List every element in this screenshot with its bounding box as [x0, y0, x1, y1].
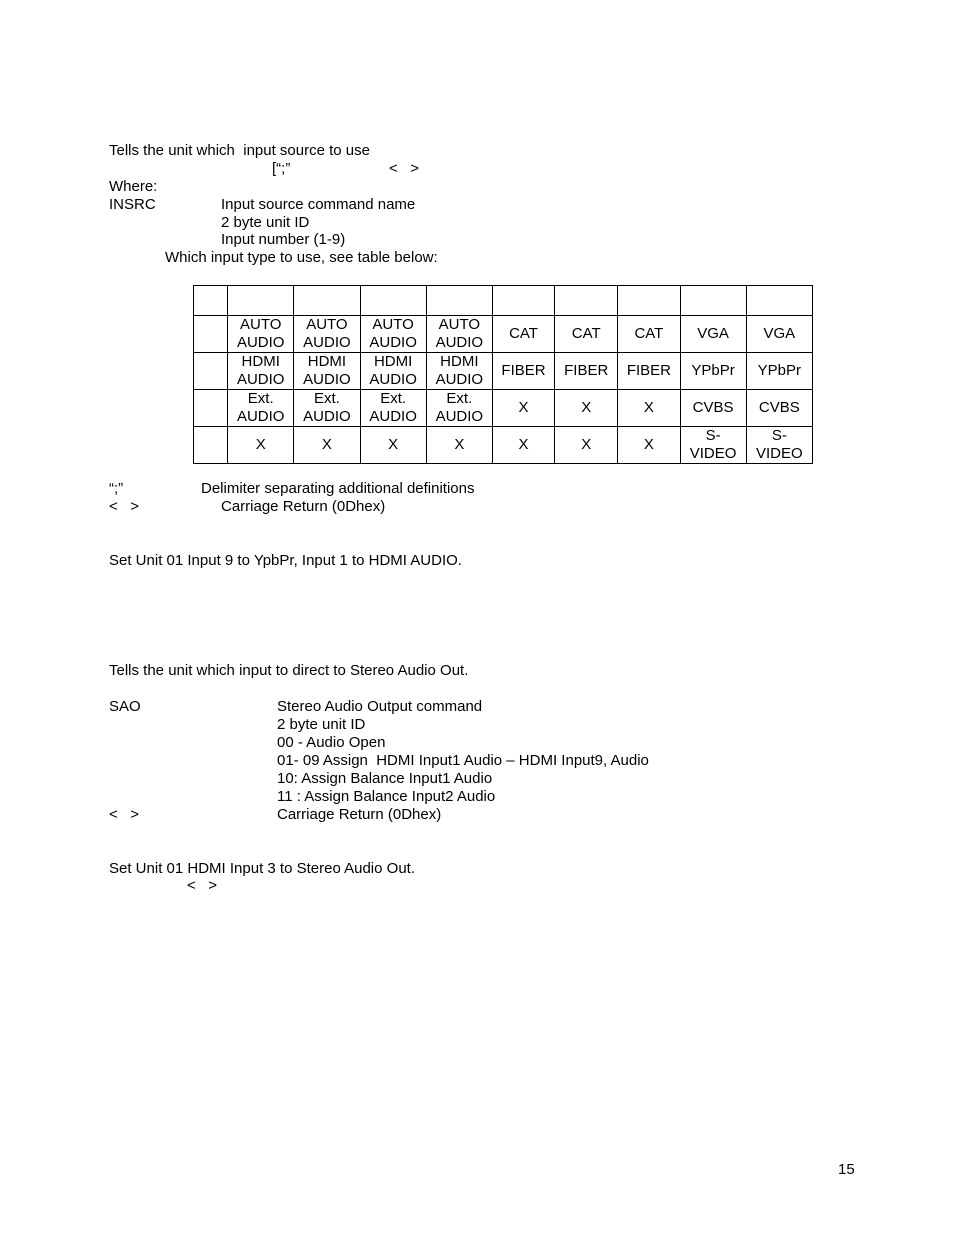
table-cell: YPbPr: [746, 353, 812, 390]
table-cell: HDMI AUDIO: [360, 353, 426, 390]
table-cell: X: [555, 390, 618, 427]
table-cell: CVBS: [680, 390, 746, 427]
where-label: Where:: [109, 178, 158, 195]
table-row: [194, 316, 813, 353]
table-cell: FIBER: [618, 353, 680, 390]
insrc-example: Set Unit 01 Input 9 to YpbPr, Input 1 to HDMI AUDIO.: [109, 552, 462, 569]
table-header-row: [194, 286, 813, 316]
table-cell: HDMI AUDIO: [228, 353, 294, 390]
table-row: [194, 427, 813, 464]
cr-desc: Carriage Return (0Dhex): [221, 498, 386, 515]
table-cell: [194, 316, 228, 353]
cr-symbol: < >: [109, 498, 140, 515]
table-cell: CVBS: [746, 390, 812, 427]
table-cell: X: [294, 427, 360, 464]
table-cell: AUTO AUDIO: [228, 316, 294, 353]
page-number: 15: [838, 1161, 855, 1178]
sao-description: Tells the unit which input to direct to Stereo Audio Out.: [109, 662, 469, 679]
table-cell: [618, 286, 680, 316]
param-desc: 2 byte unit ID: [221, 214, 310, 231]
param-desc: 01- 09 Assign HDMI Input1 Audio – HDMI Input9, Audio: [277, 752, 649, 769]
table-cell: [492, 286, 554, 316]
table-cell: AUTO AUDIO: [294, 316, 360, 353]
table-cell: HDMI AUDIO: [294, 353, 360, 390]
param-desc: 11 : Assign Balance Input2 Audio: [277, 788, 496, 805]
table-cell: S- VIDEO: [746, 427, 812, 464]
table-cell: [194, 286, 228, 316]
table-cell: [360, 286, 426, 316]
table-cell: YPbPr: [680, 353, 746, 390]
input-type-note: Which input type to use, see table below:: [165, 249, 438, 266]
table-cell: [194, 390, 228, 427]
param-name: SAO: [109, 698, 141, 715]
table-cell: CAT: [492, 316, 554, 353]
table-cell: [426, 286, 492, 316]
param-desc: Input number (1-9): [221, 231, 346, 248]
input-type-table-body: [194, 286, 813, 464]
table-cell: [555, 286, 618, 316]
table-row: [194, 390, 813, 427]
param-name: < >: [109, 806, 140, 823]
table-cell: X: [618, 390, 680, 427]
param-desc: Carriage Return (0Dhex): [277, 806, 442, 823]
delimiter-desc: Delimiter separating additional definitions: [201, 480, 475, 497]
param-desc: Stereo Audio Output command: [277, 698, 483, 715]
table-cell: FIBER: [555, 353, 618, 390]
param-name: INSRC: [109, 196, 156, 213]
table-cell: [294, 286, 360, 316]
table-cell: VGA: [680, 316, 746, 353]
input-type-table: [193, 285, 813, 464]
table-cell: Ext. AUDIO: [294, 390, 360, 427]
table-cell: X: [360, 427, 426, 464]
table-cell: X: [618, 427, 680, 464]
insrc-description: Tells the unit which input source to use: [109, 142, 370, 159]
table-cell: CAT: [555, 316, 618, 353]
table-cell: FIBER: [492, 353, 554, 390]
param-desc: Input source command name: [221, 196, 416, 213]
table-cell: [194, 353, 228, 390]
table-cell: X: [228, 427, 294, 464]
table-cell: Ext. AUDIO: [426, 390, 492, 427]
delimiter-symbol: “;”: [109, 480, 124, 497]
param-desc: 2 byte unit ID: [277, 716, 366, 733]
param-desc: 00 - Audio Open: [277, 734, 386, 751]
table-cell: [228, 286, 294, 316]
table-cell: AUTO AUDIO: [426, 316, 492, 353]
sao-example-cr: < >: [187, 877, 218, 894]
table-cell: Ext. AUDIO: [228, 390, 294, 427]
table-cell: CAT: [618, 316, 680, 353]
table-cell: X: [555, 427, 618, 464]
table-cell: X: [426, 427, 492, 464]
param-desc: 10: Assign Balance Input1 Audio: [277, 770, 493, 787]
sao-example: Set Unit 01 HDMI Input 3 to Stereo Audio Out.: [109, 860, 415, 877]
table-cell: VGA: [746, 316, 812, 353]
table-cell: [746, 286, 812, 316]
table-cell: Ext. AUDIO: [360, 390, 426, 427]
insrc-syntax-cr: < >: [389, 160, 420, 177]
table-cell: HDMI AUDIO: [426, 353, 492, 390]
table-cell: X: [492, 427, 554, 464]
insrc-syntax-bracket: [“;”: [272, 160, 291, 177]
table-row: [194, 353, 813, 390]
table-cell: [680, 286, 746, 316]
table-cell: AUTO AUDIO: [360, 316, 426, 353]
table-cell: X: [492, 390, 554, 427]
table-cell: S- VIDEO: [680, 427, 746, 464]
table-cell: [194, 427, 228, 464]
